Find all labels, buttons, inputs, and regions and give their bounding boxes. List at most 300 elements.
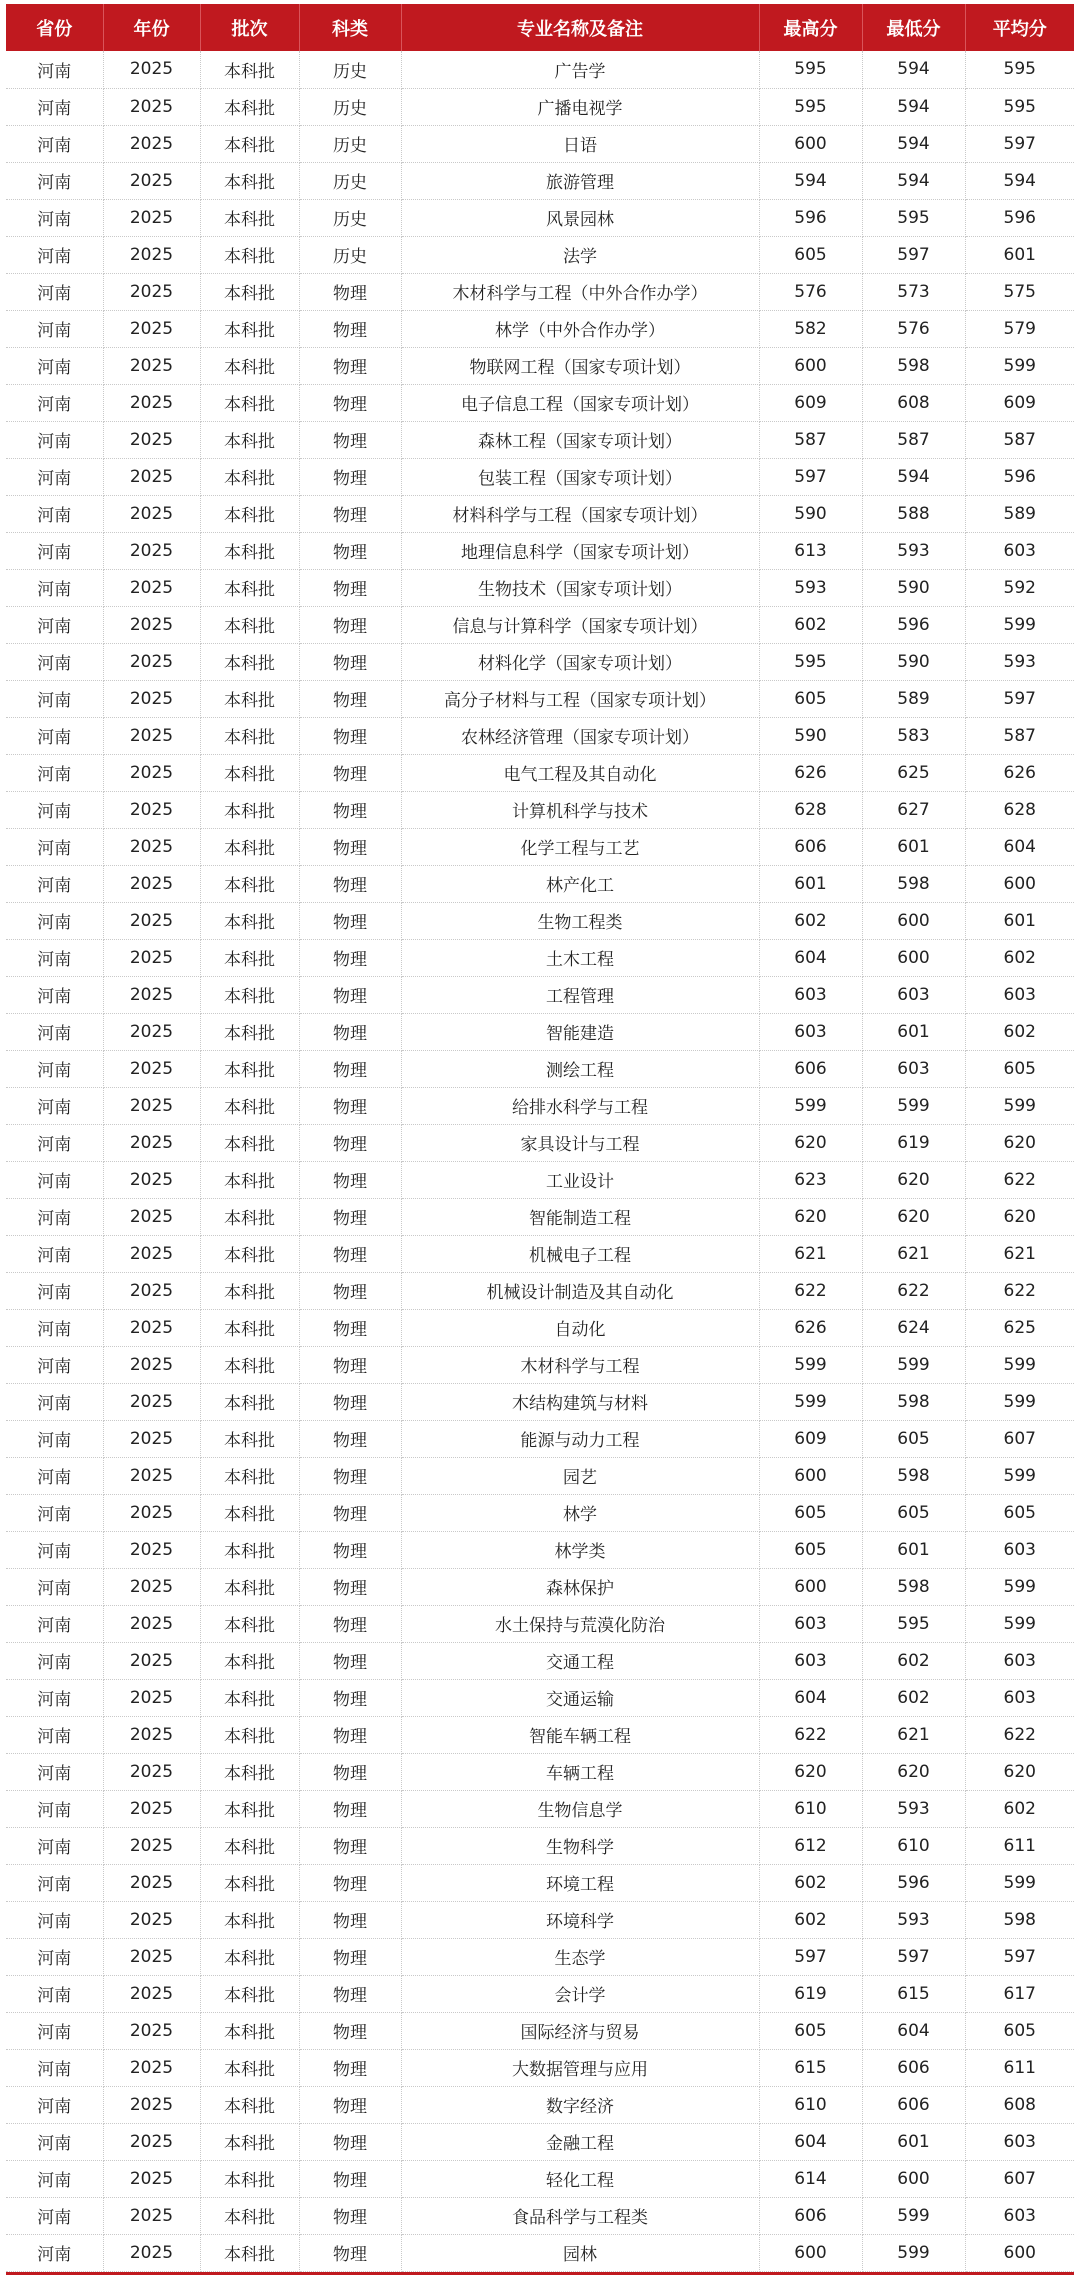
cell-avg-score: 600 [965,865,1074,902]
cell-major: 机械电子工程 [401,1235,759,1272]
score-table-container [6,4,1074,2275]
cell-batch: 本科批 [200,532,299,569]
cell-batch: 本科批 [200,2197,299,2234]
cell-min-score: 601 [862,1531,965,1568]
cell-batch: 本科批 [200,1975,299,2012]
cell-province: 河南 [6,310,103,347]
cell-category: 物理 [299,347,401,384]
cell-province: 河南 [6,88,103,125]
header-avg-score: 平均分 [992,18,1047,40]
cell-batch: 本科批 [200,1753,299,1790]
cell-min-score: 589 [862,680,965,717]
cell-major: 林产化工 [401,865,759,902]
cell-batch: 本科批 [200,2234,299,2271]
cell-min-score: 588 [862,495,965,532]
table-row [6,1679,1074,1716]
table-row [6,2234,1074,2271]
cell-min-score: 627 [862,791,965,828]
cell-min-score: 600 [862,2160,965,2197]
cell-province: 河南 [6,1161,103,1198]
cell-province: 河南 [6,1864,103,1901]
cell-min-score: 593 [862,532,965,569]
cell-batch: 本科批 [200,569,299,606]
cell-batch: 本科批 [200,1938,299,1975]
cell-year: 2025 [103,125,200,162]
cell-province: 河南 [6,1938,103,1975]
cell-min-score: 622 [862,1272,965,1309]
cell-min-score: 594 [862,125,965,162]
cell-min-score: 619 [862,1124,965,1161]
cell-province: 河南 [6,606,103,643]
cell-major: 林学（中外合作办学） [401,310,759,347]
cell-province: 河南 [6,2086,103,2123]
cell-max-score: 595 [759,88,862,125]
cell-province: 河南 [6,1087,103,1124]
cell-province: 河南 [6,2160,103,2197]
cell-min-score: 598 [862,1457,965,1494]
cell-year: 2025 [103,828,200,865]
cell-avg-score: 601 [965,236,1074,273]
cell-province: 河南 [6,495,103,532]
table-row [6,273,1074,310]
cell-province: 河南 [6,1309,103,1346]
cell-year: 2025 [103,1050,200,1087]
cell-avg-score: 587 [965,717,1074,754]
cell-year: 2025 [103,1198,200,1235]
cell-min-score: 601 [862,1013,965,1050]
table-row [6,199,1074,236]
cell-max-score: 593 [759,569,862,606]
cell-major: 工业设计 [401,1161,759,1198]
cell-avg-score: 609 [965,384,1074,421]
table-row [6,643,1074,680]
table-row [6,2160,1074,2197]
cell-max-score: 600 [759,347,862,384]
cell-year: 2025 [103,1642,200,1679]
cell-year: 2025 [103,1124,200,1161]
cell-min-score: 593 [862,1790,965,1827]
cell-max-score: 587 [759,421,862,458]
cell-major: 农林经济管理（国家专项计划） [401,717,759,754]
cell-category: 物理 [299,643,401,680]
cell-max-score: 626 [759,1309,862,1346]
cell-category: 物理 [299,1642,401,1679]
cell-major: 工程管理 [401,976,759,1013]
table-row [6,1050,1074,1087]
cell-province: 河南 [6,754,103,791]
cell-avg-score: 608 [965,2086,1074,2123]
cell-avg-score: 602 [965,1013,1074,1050]
cell-max-score: 594 [759,162,862,199]
table-row [6,2012,1074,2049]
cell-province: 河南 [6,1494,103,1531]
cell-category: 物理 [299,1975,401,2012]
cell-min-score: 590 [862,643,965,680]
cell-max-score: 621 [759,1235,862,1272]
header-category: 科类 [299,4,401,51]
cell-max-score: 610 [759,1790,862,1827]
cell-min-score: 598 [862,1383,965,1420]
cell-year: 2025 [103,495,200,532]
cell-max-score: 600 [759,125,862,162]
cell-category: 历史 [299,162,401,199]
cell-avg-score: 599 [965,1605,1074,1642]
cell-min-score: 598 [862,1568,965,1605]
cell-category: 历史 [299,51,401,88]
cell-avg-score: 620 [965,1753,1074,1790]
cell-avg-score: 603 [965,1679,1074,1716]
cell-category: 物理 [299,1494,401,1531]
cell-year: 2025 [103,1531,200,1568]
table-row [6,162,1074,199]
cell-category: 物理 [299,1531,401,1568]
cell-year: 2025 [103,2086,200,2123]
table-row [6,1864,1074,1901]
table-row [6,1938,1074,1975]
cell-category: 物理 [299,2123,401,2160]
cell-max-score: 615 [759,2049,862,2086]
cell-province: 河南 [6,1198,103,1235]
cell-batch: 本科批 [200,643,299,680]
cell-max-score: 602 [759,902,862,939]
admission-score-table [6,4,1074,2272]
cell-year: 2025 [103,2160,200,2197]
cell-batch: 本科批 [200,2123,299,2160]
cell-batch: 本科批 [200,1309,299,1346]
cell-max-score: 620 [759,1124,862,1161]
cell-max-score: 623 [759,1161,862,1198]
cell-min-score: 601 [862,2123,965,2160]
cell-max-score: 597 [759,458,862,495]
table-row [6,1420,1074,1457]
table-row [6,421,1074,458]
cell-batch: 本科批 [200,865,299,902]
cell-category: 物理 [299,606,401,643]
cell-category: 物理 [299,902,401,939]
cell-min-score: 587 [862,421,965,458]
cell-batch: 本科批 [200,1124,299,1161]
cell-year: 2025 [103,1309,200,1346]
cell-batch: 本科批 [200,791,299,828]
cell-max-score: 620 [759,1753,862,1790]
cell-max-score: 599 [759,1383,862,1420]
cell-category: 物理 [299,1679,401,1716]
cell-batch: 本科批 [200,902,299,939]
cell-avg-score: 628 [965,791,1074,828]
table-row [6,1161,1074,1198]
cell-max-score: 604 [759,2123,862,2160]
table-row [6,939,1074,976]
cell-batch: 本科批 [200,754,299,791]
cell-province: 河南 [6,1975,103,2012]
cell-major: 物联网工程（国家专项计划） [401,347,759,384]
cell-max-score: 606 [759,828,862,865]
cell-min-score: 603 [862,1050,965,1087]
cell-batch: 本科批 [200,1420,299,1457]
cell-batch: 本科批 [200,347,299,384]
cell-category: 物理 [299,1568,401,1605]
cell-max-score: 622 [759,1272,862,1309]
cell-batch: 本科批 [200,1716,299,1753]
cell-province: 河南 [6,1346,103,1383]
table-row [6,606,1074,643]
cell-avg-score: 589 [965,495,1074,532]
cell-year: 2025 [103,532,200,569]
cell-batch: 本科批 [200,680,299,717]
cell-batch: 本科批 [200,1235,299,1272]
cell-major: 家具设计与工程 [401,1124,759,1161]
cell-batch: 本科批 [200,1457,299,1494]
cell-province: 河南 [6,1050,103,1087]
cell-major: 金融工程 [401,2123,759,2160]
cell-min-score: 599 [862,1087,965,1124]
cell-batch: 本科批 [200,1790,299,1827]
cell-year: 2025 [103,1938,200,1975]
cell-major: 智能车辆工程 [401,1716,759,1753]
cell-year: 2025 [103,643,200,680]
cell-batch: 本科批 [200,1346,299,1383]
cell-category: 物理 [299,458,401,495]
cell-major: 大数据管理与应用 [401,2049,759,2086]
cell-major: 给排水科学与工程 [401,1087,759,1124]
cell-batch: 本科批 [200,1901,299,1938]
cell-max-score: 626 [759,754,862,791]
cell-avg-score: 622 [965,1716,1074,1753]
table-row [6,2086,1074,2123]
cell-max-score: 604 [759,1679,862,1716]
cell-avg-score: 607 [965,1420,1074,1457]
cell-max-score: 595 [759,643,862,680]
table-row [6,902,1074,939]
cell-min-score: 605 [862,1494,965,1531]
cell-category: 物理 [299,2234,401,2271]
table-row [6,310,1074,347]
cell-avg-score: 611 [965,1827,1074,1864]
cell-avg-score: 597 [965,680,1074,717]
cell-avg-score: 611 [965,2049,1074,2086]
cell-major: 环境科学 [401,1901,759,1938]
cell-category: 物理 [299,2086,401,2123]
table-row [6,1605,1074,1642]
cell-year: 2025 [103,1087,200,1124]
cell-min-score: 621 [862,1716,965,1753]
cell-min-score: 606 [862,2049,965,2086]
header-row [6,4,1074,51]
cell-year: 2025 [103,1383,200,1420]
cell-max-score: 605 [759,1531,862,1568]
cell-year: 2025 [103,273,200,310]
cell-avg-score: 592 [965,569,1074,606]
cell-category: 物理 [299,976,401,1013]
cell-min-score: 604 [862,2012,965,2049]
cell-avg-score: 622 [965,1272,1074,1309]
cell-major: 高分子材料与工程（国家专项计划） [401,680,759,717]
cell-major: 电子信息工程（国家专项计划） [401,384,759,421]
cell-category: 历史 [299,199,401,236]
cell-category: 物理 [299,717,401,754]
cell-avg-score: 599 [965,347,1074,384]
cell-avg-score: 607 [965,2160,1074,2197]
cell-avg-score: 600 [965,2234,1074,2271]
cell-major: 能源与动力工程 [401,1420,759,1457]
cell-year: 2025 [103,1864,200,1901]
cell-avg-score: 603 [965,1642,1074,1679]
cell-avg-score: 603 [965,976,1074,1013]
cell-province: 河南 [6,199,103,236]
cell-year: 2025 [103,1346,200,1383]
cell-batch: 本科批 [200,1272,299,1309]
table-row [6,569,1074,606]
cell-min-score: 620 [862,1753,965,1790]
cell-batch: 本科批 [200,2160,299,2197]
cell-province: 河南 [6,51,103,88]
cell-year: 2025 [103,2012,200,2049]
table-row [6,1642,1074,1679]
cell-province: 河南 [6,1605,103,1642]
cell-major: 材料科学与工程（国家专项计划） [401,495,759,532]
cell-major: 电气工程及其自动化 [401,754,759,791]
cell-min-score: 620 [862,1161,965,1198]
cell-min-score: 597 [862,1938,965,1975]
cell-category: 物理 [299,1346,401,1383]
cell-major: 数字经济 [401,2086,759,2123]
cell-avg-score: 596 [965,458,1074,495]
cell-min-score: 594 [862,88,965,125]
cell-province: 河南 [6,1013,103,1050]
table-row [6,828,1074,865]
cell-min-score: 598 [862,347,965,384]
cell-max-score: 605 [759,1494,862,1531]
cell-batch: 本科批 [200,1087,299,1124]
cell-avg-score: 595 [965,51,1074,88]
cell-max-score: 604 [759,939,862,976]
cell-category: 物理 [299,1124,401,1161]
cell-avg-score: 603 [965,532,1074,569]
cell-province: 河南 [6,1753,103,1790]
cell-province: 河南 [6,1790,103,1827]
table-row [6,1198,1074,1235]
cell-category: 物理 [299,1827,401,1864]
cell-max-score: 597 [759,1938,862,1975]
cell-year: 2025 [103,1901,200,1938]
cell-max-score: 590 [759,717,862,754]
cell-province: 河南 [6,384,103,421]
table-row [6,495,1074,532]
cell-max-score: 600 [759,1568,862,1605]
cell-min-score: 576 [862,310,965,347]
cell-province: 河南 [6,828,103,865]
cell-min-score: 596 [862,1864,965,1901]
cell-category: 物理 [299,1198,401,1235]
cell-category: 物理 [299,791,401,828]
cell-min-score: 599 [862,2234,965,2271]
cell-major: 生物科学 [401,1827,759,1864]
cell-major: 环境工程 [401,1864,759,1901]
cell-max-score: 596 [759,199,862,236]
cell-year: 2025 [103,680,200,717]
cell-major: 木结构建筑与材料 [401,1383,759,1420]
cell-province: 河南 [6,2123,103,2160]
cell-max-score: 600 [759,2234,862,2271]
table-row [6,236,1074,273]
cell-max-score: 612 [759,1827,862,1864]
table-row [6,1457,1074,1494]
cell-major: 交通工程 [401,1642,759,1679]
cell-major: 食品科学与工程类 [401,2197,759,2234]
cell-avg-score: 604 [965,828,1074,865]
cell-category: 物理 [299,1235,401,1272]
cell-batch: 本科批 [200,236,299,273]
cell-min-score: 595 [862,1605,965,1642]
cell-province: 河南 [6,1642,103,1679]
table-row [6,458,1074,495]
cell-year: 2025 [103,1753,200,1790]
cell-batch: 本科批 [200,273,299,310]
cell-max-score: 601 [759,865,862,902]
cell-category: 历史 [299,236,401,273]
cell-category: 物理 [299,939,401,976]
cell-max-score: 628 [759,791,862,828]
table-row [6,791,1074,828]
cell-major: 国际经济与贸易 [401,2012,759,2049]
cell-avg-score: 596 [965,199,1074,236]
cell-avg-score: 605 [965,2012,1074,2049]
table-row [6,347,1074,384]
cell-province: 河南 [6,1827,103,1864]
cell-min-score: 594 [862,458,965,495]
cell-batch: 本科批 [200,162,299,199]
cell-min-score: 620 [862,1198,965,1235]
table-row [6,51,1074,88]
cell-major: 木材科学与工程 [401,1346,759,1383]
cell-min-score: 605 [862,1420,965,1457]
cell-max-score: 590 [759,495,862,532]
cell-major: 旅游管理 [401,162,759,199]
cell-major: 法学 [401,236,759,273]
cell-batch: 本科批 [200,421,299,458]
cell-major: 生态学 [401,1938,759,1975]
table-row [6,2049,1074,2086]
cell-max-score: 602 [759,1901,862,1938]
cell-min-score: 595 [862,199,965,236]
cell-province: 河南 [6,1235,103,1272]
cell-avg-score: 603 [965,2123,1074,2160]
cell-avg-score: 597 [965,125,1074,162]
cell-year: 2025 [103,1494,200,1531]
table-row [6,1790,1074,1827]
cell-province: 河南 [6,1457,103,1494]
cell-year: 2025 [103,606,200,643]
cell-max-score: 619 [759,1975,862,2012]
cell-year: 2025 [103,310,200,347]
cell-year: 2025 [103,791,200,828]
cell-major: 广播电视学 [401,88,759,125]
cell-category: 物理 [299,1309,401,1346]
cell-province: 河南 [6,1272,103,1309]
cell-avg-score: 621 [965,1235,1074,1272]
cell-batch: 本科批 [200,310,299,347]
cell-year: 2025 [103,2123,200,2160]
cell-major: 生物信息学 [401,1790,759,1827]
table-row [6,1124,1074,1161]
cell-max-score: 609 [759,384,862,421]
cell-batch: 本科批 [200,199,299,236]
table-row [6,1531,1074,1568]
cell-min-score: 594 [862,51,965,88]
cell-max-score: 602 [759,1864,862,1901]
cell-category: 物理 [299,865,401,902]
cell-batch: 本科批 [200,1605,299,1642]
